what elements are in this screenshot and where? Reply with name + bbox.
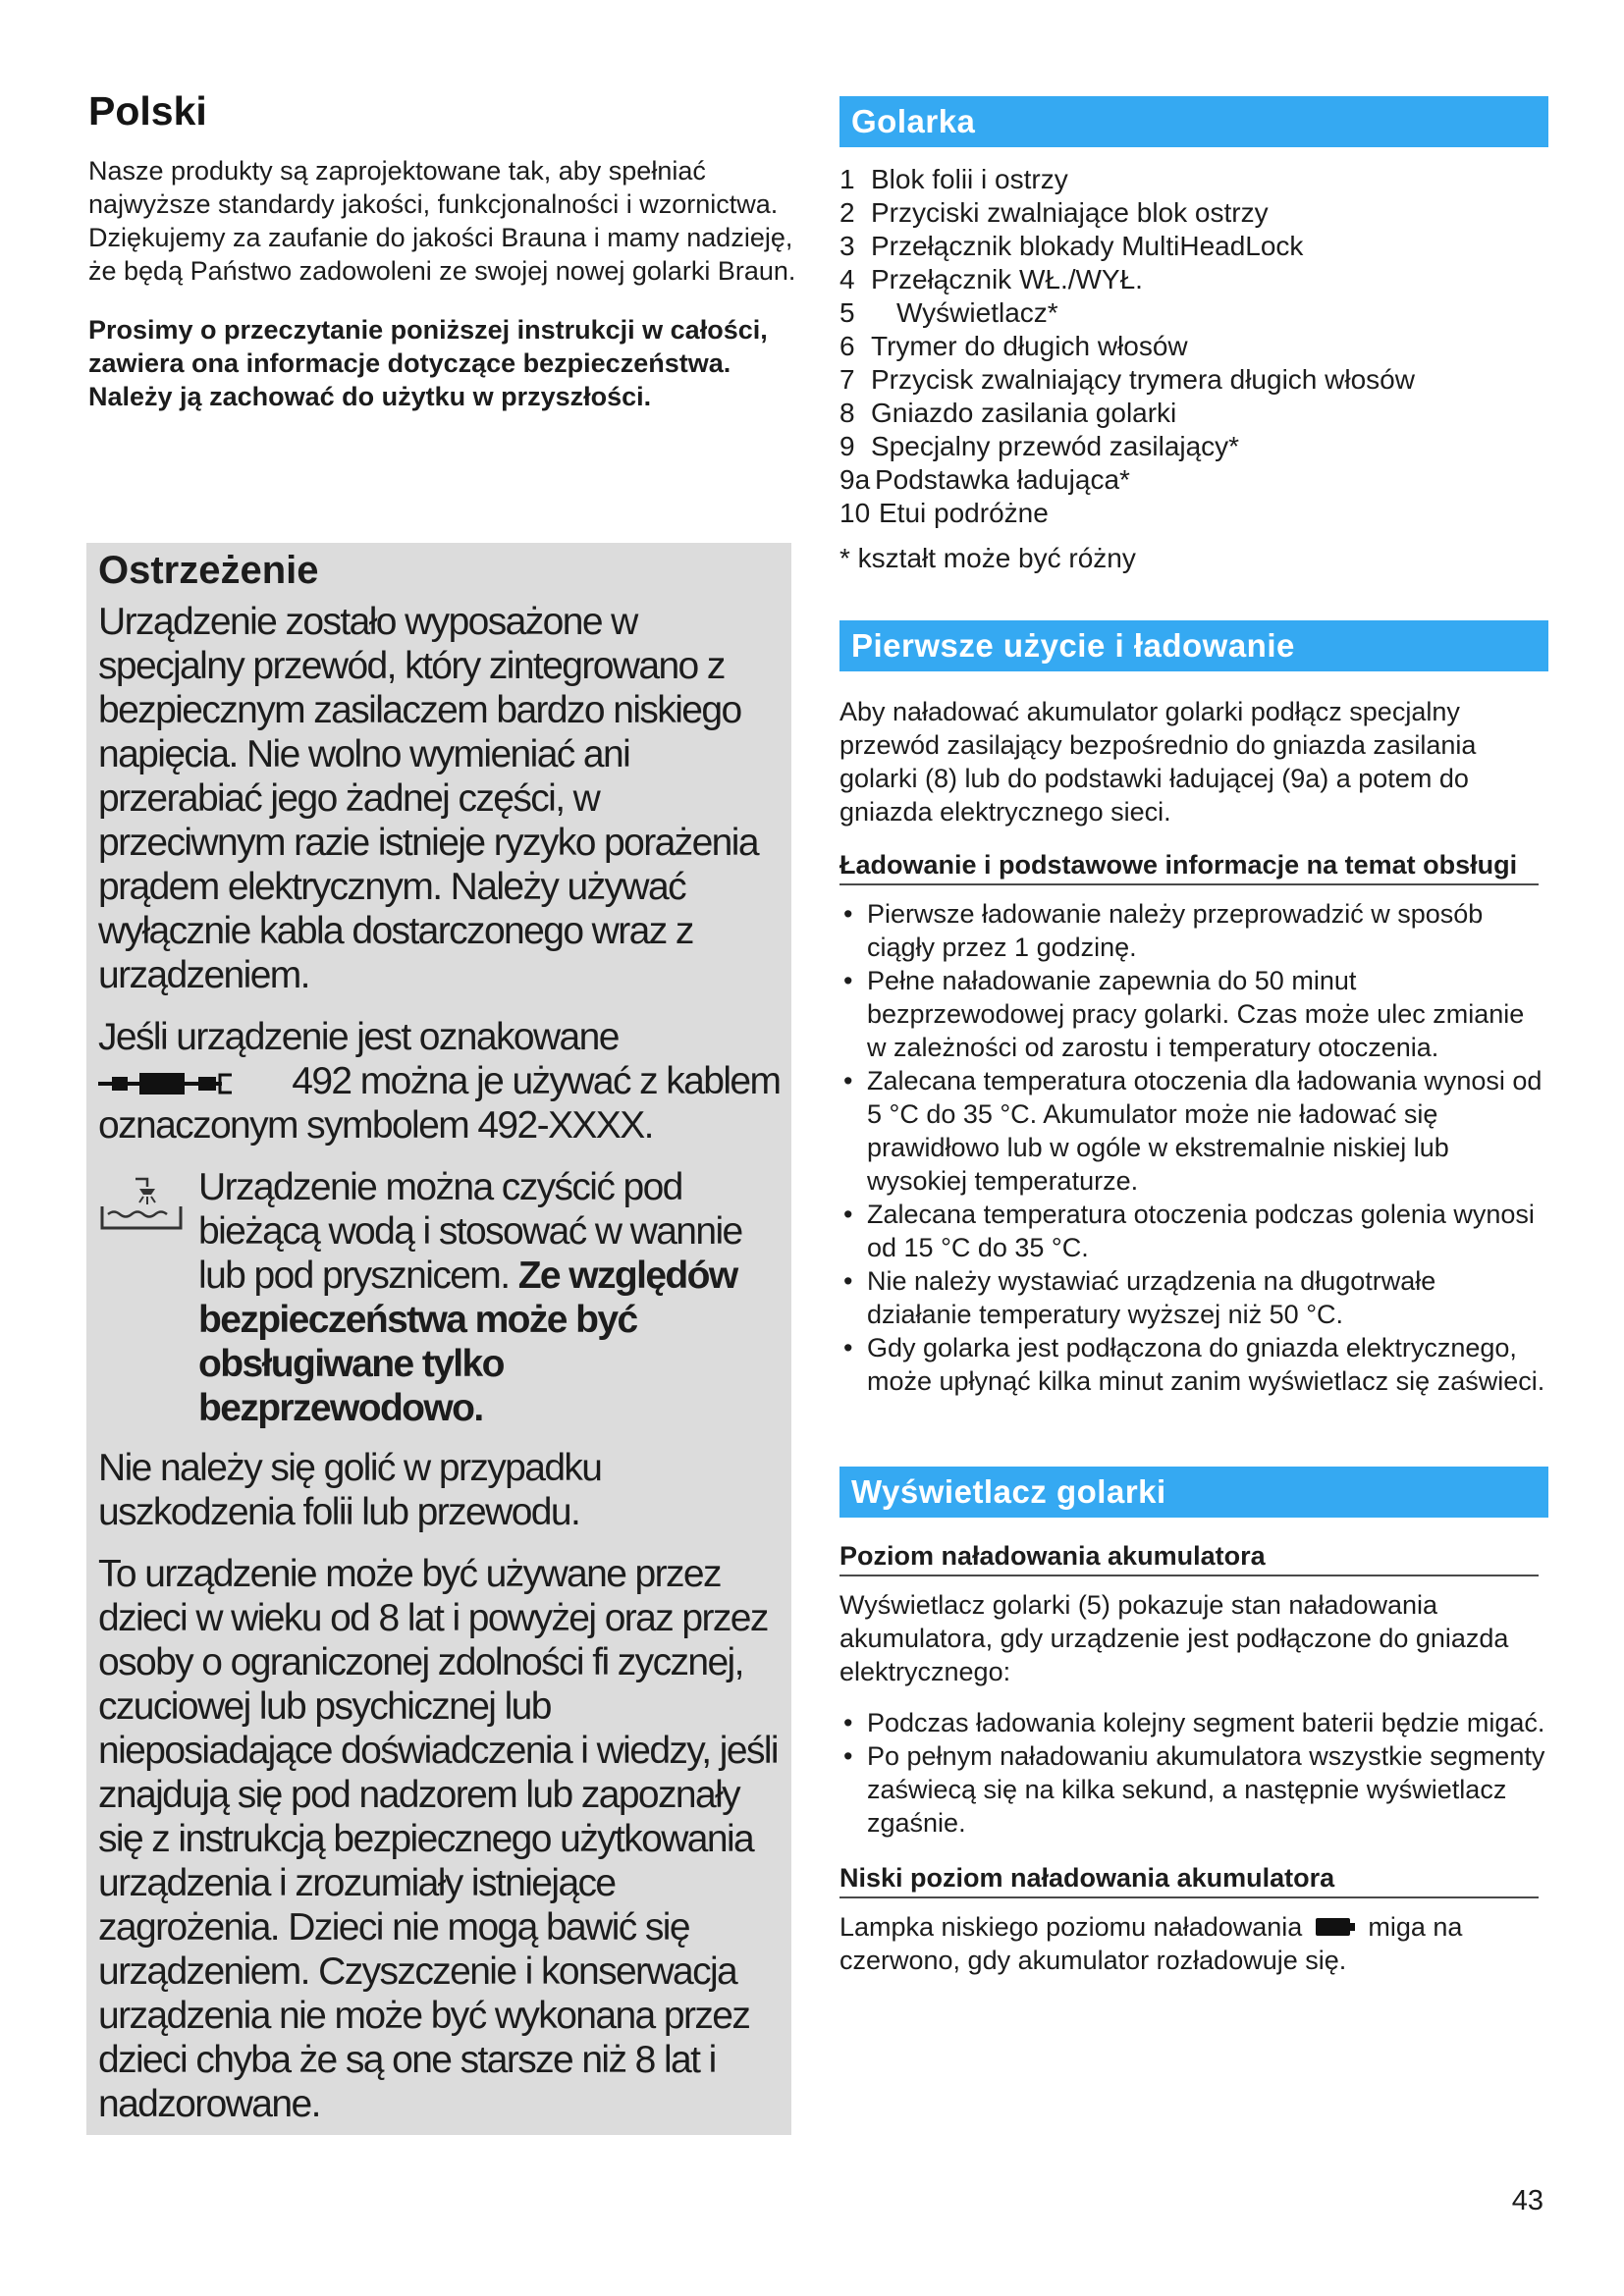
parts-footnote: * kształt może być różny [839,543,1136,573]
bath-shower-bold: Ze względów bezpieczeństwa może być obsługiwane tylko bezprzewodowo. [198,1255,737,1429]
parts-list-item: 3 Przełącznik blokady MultiHeadLock [839,231,1304,261]
list-item: • Zalecana temperatura otoczenia dla ładowania wynosi od 5 °C do 35 °C. Akumulator może nie ładować się prawidłowo lub w ogóle w ekstremalnie niskiej lub wysokiej temperaturze. [839,1064,1546,1198]
parts-list-item: 5 Wyświetlacz* [839,297,1058,328]
battery-level-subheading: Poziom naładowania akumulatora [839,1539,1539,1576]
left-column [86,88,796,413]
parts-list-item: 9 Specjalny przewód zasilający* [839,431,1240,461]
warning-symbol-paragraph [98,1015,782,1148]
parts-list-item: 2 Przyciski zwalniające blok ostrzy [839,197,1269,228]
parts-list-item: 1 Blok folii i ostrzy [839,164,1068,194]
list-item: • Gdy golarka jest podłączona do gniazda elektrycznego, może upłynąć kilka minut zanim wyświetlacz się zaświeci. [839,1331,1546,1398]
first-use-paragraph: Aby naładować akumulator golarki podłącz specjalny przewód zasilający bezpośrednio do gniazda zasilania golarki (8) lub do podstawki ładującej (9a) a potem do gniazda elektrycznego sieci. [839,697,1477,827]
warning-children-paragraph: To urządzenie może być używane przez dzieci w wieku od 8 lat i powyżej oraz przez osoby o ograniczonej zdolności fi zycznej, czuciowej lub psychicznej lub nieposiadające doświadczenia i wiedzy, jeśli znajdują się pod nadzorem lub zapoznały się z instrukcją bezpiecznego użytkowania urządzenia i zrozumiały istniejące zagrożenia. Dzieci nie mogą bawić się urządzeniem. Czyszczenie i konserwacja urządzenia nie może być wykonana przez dzieci chyba że są one starsze niż 8 lat i nadzorowane. [98,1553,778,2125]
warning-box [86,543,791,2135]
warning-symbol-text-after: 492 można je używać z kablem oznaczonym symbolem 492-XXXX. [98,1060,781,1147]
section-heading-golarka: Golarka [839,96,1548,147]
page-number: 43 [1511,2185,1543,2216]
list-item: • Pełne naładowanie zapewnia do 50 minut bezprzewodowej pracy golarki. Czas może ulec zmianie w zależności od zarostu i temperatury otoczenia. [839,964,1546,1064]
list-item: • Nie należy wystawiać urządzenia na długotrwałe działanie temperatury wyższej niż 50 °C. [839,1264,1546,1331]
charging-subheading: Ładowanie i podstawowe informacje na temat obsługi [839,848,1539,885]
list-item: • Podczas ładowania kolejny segment baterii będzie migać. [839,1706,1546,1739]
list-item: • Pierwsze ładowanie należy przeprowadzić w sposób ciągły przez 1 godzinę. [839,897,1546,964]
parts-list-item: 4 Przełącznik WŁ./WYŁ. [839,264,1143,294]
warning-title: Ostrzeżenie [98,549,319,592]
low-battery-paragraph [839,1910,1546,1977]
parts-list-item: 8 Gniazdo zasilania golarki [839,398,1177,428]
plug-symbol-icon [98,1069,277,1098]
parts-list-item: 10 Etui podróżne [839,498,1049,528]
parts-list-item: 6 Trymer do długich włosów [839,331,1188,361]
warning-damage-paragraph: Nie należy się golić w przypadku uszkodzenia folii lub przewodu. [98,1447,602,1533]
low-battery-text-before: Lampka niskiego poziomu naładowania [839,1912,1303,1942]
low-battery-subheading: Niski poziom naładowania akumulatora [839,1861,1539,1898]
right-column [839,96,1546,1977]
list-item: • Zalecana temperatura otoczenia podczas golenia wynosi od 15 °C do 35 °C. [839,1198,1546,1264]
section-heading-display: Wyświetlacz golarki [839,1467,1548,1518]
battery-icon [1316,1916,1355,1938]
read-instructions-notice: Prosimy o przeczytanie poniższej instrukcji w całości, zawiera ona informacje dotyczące bezpieczeństwa. Należy ją zachować do użytku w przyszłości. [88,315,768,412]
parts-list-item: 9a Podstawka ładująca* [839,464,1130,495]
warning-symbol-text-before: Jeśli urządzenie jest oznakowane [98,1016,619,1058]
bath-shower-normal: Urządzenie można czyścić pod bieżącą wodą i stosować w wannie lub pod prysznicem. [198,1166,742,1297]
parts-list [839,163,1546,530]
display-bullets [839,1706,1546,1840]
battery-level-paragraph: Wyświetlacz golarki (5) pokazuje stan naładowania akumulatora, gdy urządzenie jest podłączone do gniazda elektrycznego: [839,1590,1509,1686]
intro-paragraph: Nasze produkty są zaprojektowane tak, aby spełniać najwyższe standardy jakości, funkcjonalności i wzornictwa. Dziękujemy za zaufanie do jakości Brauna i mamy nadzieję, że będą Państwo zadowoleni ze swojej nowej golarki Braun. [88,156,796,287]
bath-shower-text [198,1165,782,1430]
parts-list-item: 7 Przycisk zwalniający trymera długich włosów [839,364,1415,395]
list-item: • Po pełnym naładowaniu akumulatora wszystkie segmenty zaświecą się na kilka sekund, a następnie wyświetlacz zgaśnie. [839,1739,1546,1840]
bath-shower-notice [98,1165,782,1430]
bath-shower-icon [98,1175,185,1234]
low-battery-text-after: miga na czerwono, gdy akumulator rozładowuje się. [839,1912,1463,1975]
section-heading-first-use: Pierwsze użycie i ładowanie [839,620,1548,671]
charging-bullets [839,897,1546,1398]
warning-cable-paragraph: Urządzenie zostało wyposażone w specjalny przewód, który zintegrowano z bezpiecznym zasilaczem bardzo niskiego napięcia. Nie wolno wymieniać ani przerabiać jego żadnej części, w przeciwnym razie istnieje ryzyko porażenia prądem elektrycznym. Należy używać wyłącznie kabla dostarczonego wraz z urządzeniem. [98,601,758,996]
language-title: Polski [88,88,207,133]
